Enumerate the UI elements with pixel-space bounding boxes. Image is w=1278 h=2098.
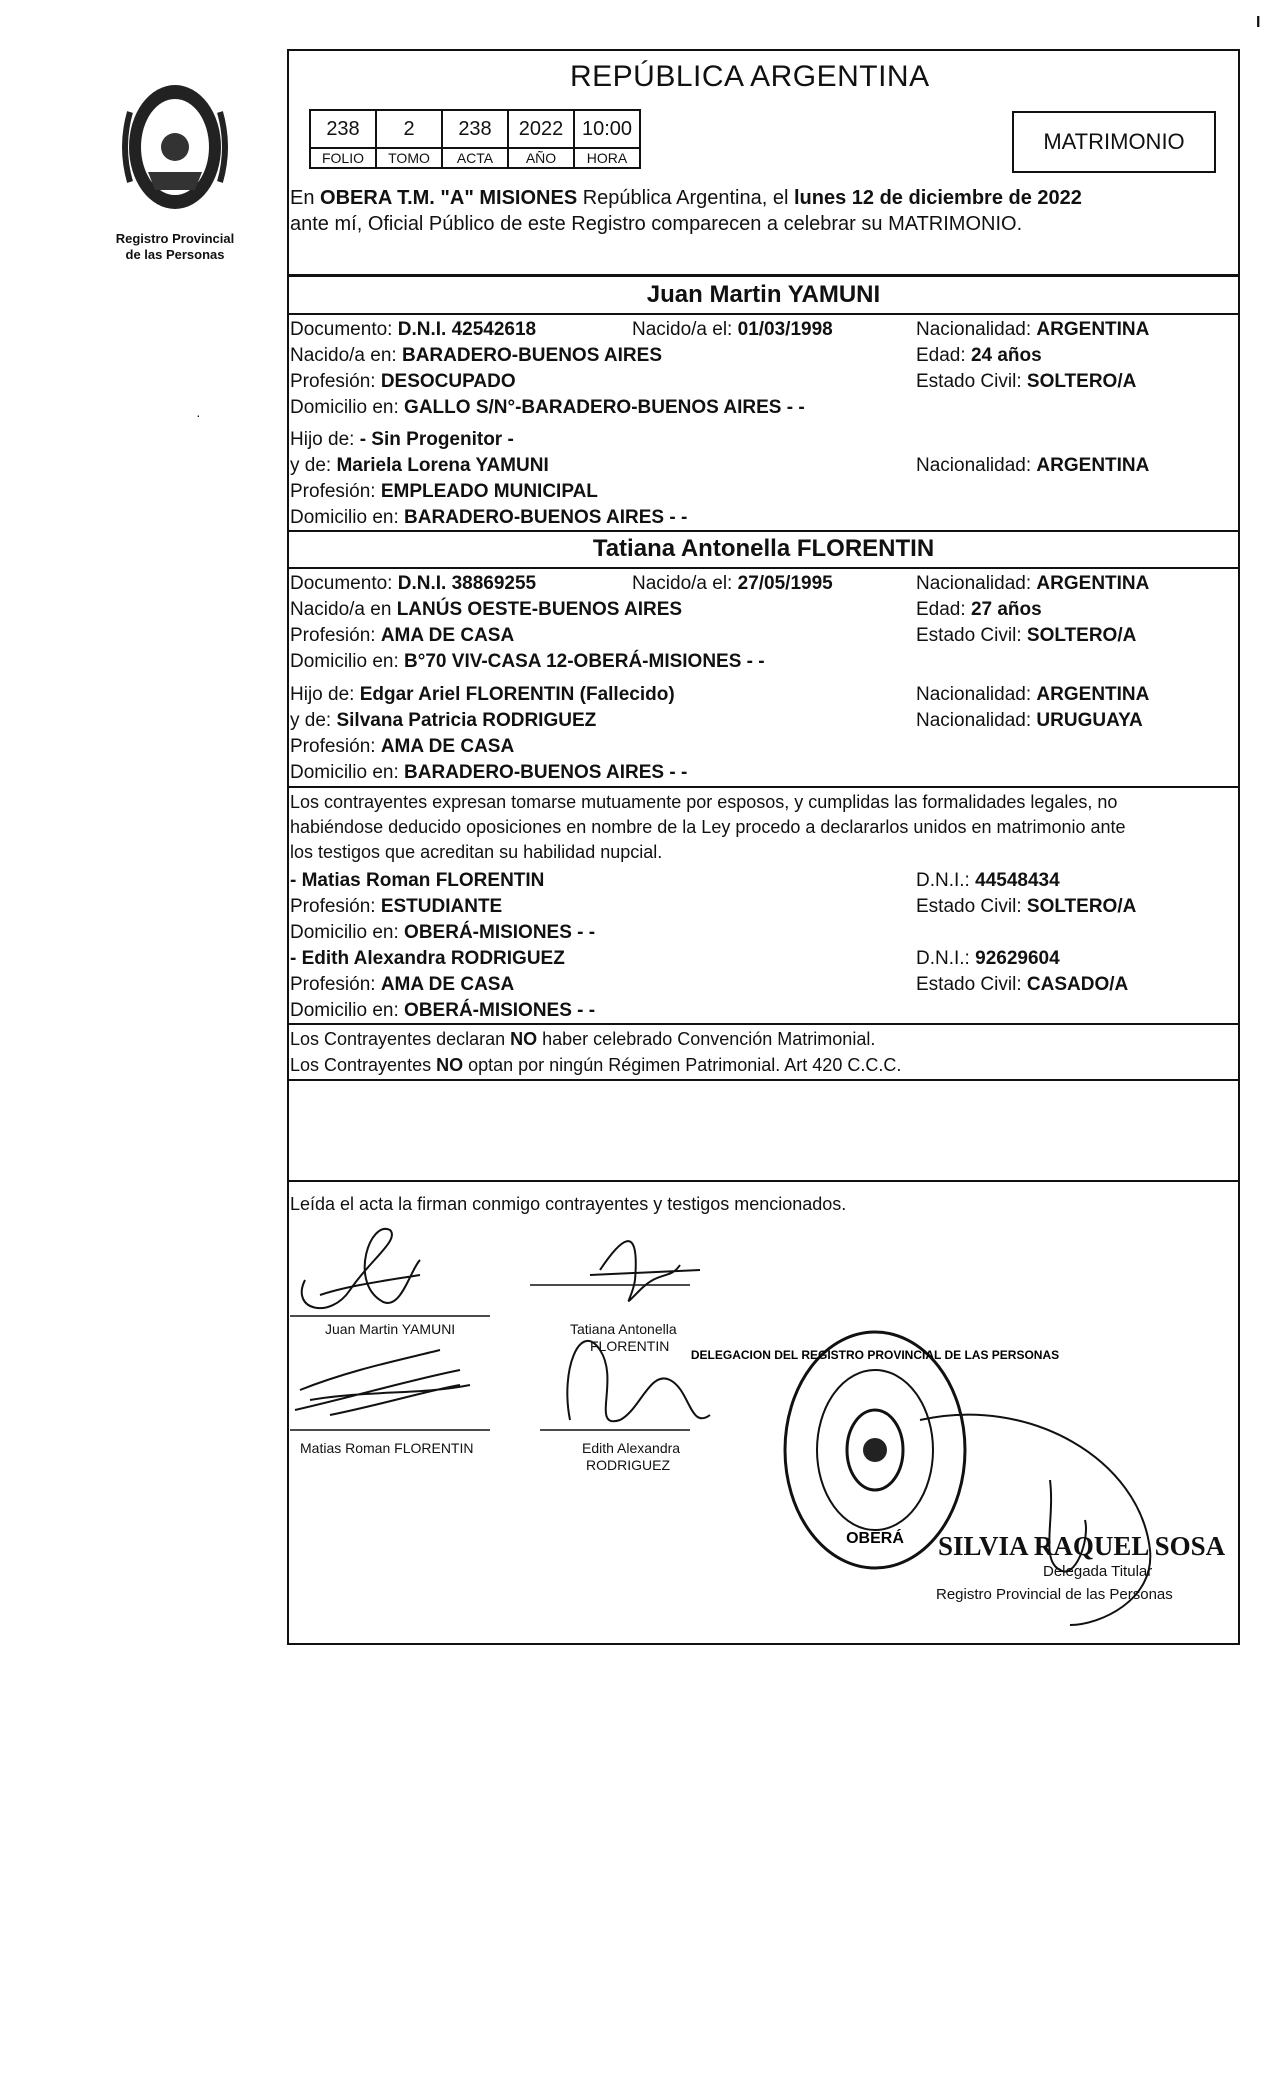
spouse2-parents-profession: AMA DE CASA (380, 736, 515, 757)
spouse2-nationality: ARGENTINA (1036, 573, 1150, 594)
signature-label-edith-1: Edith Alexandra (582, 1440, 681, 1456)
acta-value: 238 (442, 110, 508, 148)
official-org: Registro Provincial de las Personas (936, 1586, 1173, 1603)
spouse1-parents-profession: EMPLEADO MUNICIPAL (380, 481, 598, 502)
official-name: SILVIA RAQUEL SOSA (938, 1531, 1226, 1561)
intro-line-2: ante mí, Oficial Público de este Registro comparecen a celebrar su MATRIMONIO. (290, 213, 1023, 235)
witness2-civil-status: CASADO/A (1026, 974, 1129, 995)
anio-label: AÑO (508, 148, 574, 168)
province-seal-icon (100, 72, 250, 222)
spouse2-mother: Silvana Patricia RODRIGUEZ (336, 710, 597, 731)
spouse1-profession: DESOCUPADO (380, 371, 516, 392)
spouse2-age: 27 años (970, 599, 1042, 620)
signature-closing: Leída el acta la firman conmigo contrayentes y testigos mencionados. (290, 1194, 847, 1214)
folio-value: 238 (310, 110, 376, 148)
spouse2-birthdate: 27/05/1995 (737, 573, 833, 594)
anio-value: 2022 (508, 110, 574, 148)
stamp-bottom-text: OBERÁ (846, 1530, 904, 1547)
spouse2-address: B°70 VIV-CASA 12-OBERÁ-MISIONES - - (404, 651, 765, 672)
witness2-profession: AMA DE CASA (380, 974, 515, 995)
official-role: Delegada Titular (1043, 1563, 1153, 1580)
spouse1-birthplace: BARADERO-BUENOS AIRES (401, 345, 663, 366)
spouse1-parents-address: BARADERO-BUENOS AIRES - - (404, 507, 688, 528)
spouse1-mother: Mariela Lorena YAMUNI (336, 455, 549, 476)
signature-juan (302, 1229, 420, 1308)
folio-label: FOLIO (310, 148, 376, 168)
hora-label: HORA (574, 148, 640, 168)
signature-label-tatiana-1: Tatiana Antonella (570, 1321, 677, 1337)
tomo-label: TOMO (376, 148, 442, 168)
spouse1-nationality: ARGENTINA (1036, 319, 1150, 340)
spouse1-document: D.N.I. 42542618 (397, 319, 537, 340)
stamp-ring-text: DELEGACION DEL REGISTRO PROVINCIAL DE LAS PERSONAS (690, 1348, 1060, 1362)
signature-label-matias: Matias Roman FLORENTIN (300, 1440, 474, 1456)
spouse2-mother-nationality: URUGUAYA (1036, 710, 1143, 731)
spouse2-father-nationality: ARGENTINA (1036, 684, 1150, 705)
logo-caption-1: Registro Provincial (115, 231, 235, 246)
signature-tatiana (590, 1241, 700, 1301)
spouse2-document: D.N.I. 38869255 (397, 573, 537, 594)
spouse1-address: GALLO S/N°-BARADERO-BUENOS AIRES - - (404, 397, 805, 418)
spouse1-father: - Sin Progenitor - (359, 429, 514, 450)
signature-label-juan: Juan Martin YAMUNI (325, 1321, 456, 1337)
spouse1-mother-nationality: ARGENTINA (1036, 455, 1150, 476)
page-title: REPÚBLICA ARGENTINA (570, 60, 930, 93)
witness1-profession: ESTUDIANTE (380, 896, 503, 917)
spouse1-civil-status: SOLTERO/A (1026, 371, 1137, 392)
spouse1-name: Juan Martin YAMUNI (646, 281, 881, 308)
spouse2-civil-status: SOLTERO/A (1026, 625, 1137, 646)
witness2-dni: 92629604 (975, 948, 1060, 969)
declaration-line-1: Los contrayentes expresan tomarse mutuamente por esposos, y cumplidas las formalidades legales, no (290, 792, 1118, 812)
spouse1-age: 24 años (970, 345, 1042, 366)
registry-numbers (309, 109, 641, 169)
witness1-name: - Matias Roman FLORENTIN (290, 870, 545, 891)
spouse2-name: Tatiana Antonella FLORENTIN (592, 535, 935, 562)
logo-caption-2: de las Personas (125, 247, 225, 262)
signature-label-tatiana-2: FLORENTIN (590, 1338, 670, 1354)
intro-place: OBERA T.M. "A" MISIONES (320, 187, 578, 209)
convention-line-1: Los Contrayentes declaran NO haber celebrado Convención Matrimonial. (290, 1029, 876, 1049)
spouse2-profession: AMA DE CASA (380, 625, 515, 646)
witness2-address: OBERÁ-MISIONES - - (404, 1000, 596, 1021)
page-mark: I (1256, 14, 1261, 31)
spouse2-father: Edgar Ariel FLORENTIN (Fallecido) (359, 684, 675, 705)
convention-line-2: Los Contrayentes NO optan por ningún Régimen Patrimonial. Art 420 C.C.C. (290, 1055, 902, 1075)
intro-line-1: En OBERA T.M. "A" MISIONES República Argentina, el lunes 12 de diciembre de 2022 (290, 187, 1082, 209)
witness1-civil-status: SOLTERO/A (1026, 896, 1137, 917)
declaration-line-3: los testigos que acreditan su habilidad nupcial. (290, 842, 663, 862)
declaration-line-2: habiéndose deducido oposiciones en nombre de la Ley procedo a declararlos unidos en matrimonio ante (290, 817, 1126, 837)
witness2-name: - Edith Alexandra RODRIGUEZ (290, 948, 565, 969)
act-type-badge: MATRIMONIO (1012, 111, 1216, 173)
spouse2-parents-address: BARADERO-BUENOS AIRES - - (404, 762, 688, 783)
registry-logo (100, 72, 250, 263)
witness1-dni: 44548434 (975, 870, 1060, 891)
signature-label-edith-2: RODRIGUEZ (586, 1457, 670, 1473)
spouse2-birthplace: LANÚS OESTE-BUENOS AIRES (396, 599, 683, 620)
spouse1-birthdate: 01/03/1998 (737, 319, 833, 340)
intro-date: lunes 12 de diciembre de 2022 (793, 187, 1082, 209)
witness1-address: OBERÁ-MISIONES - - (404, 922, 596, 943)
tomo-value: 2 (376, 110, 442, 148)
acta-label: ACTA (442, 148, 508, 168)
hora-value: 10:00 (574, 110, 640, 148)
signature-matias (295, 1350, 470, 1415)
